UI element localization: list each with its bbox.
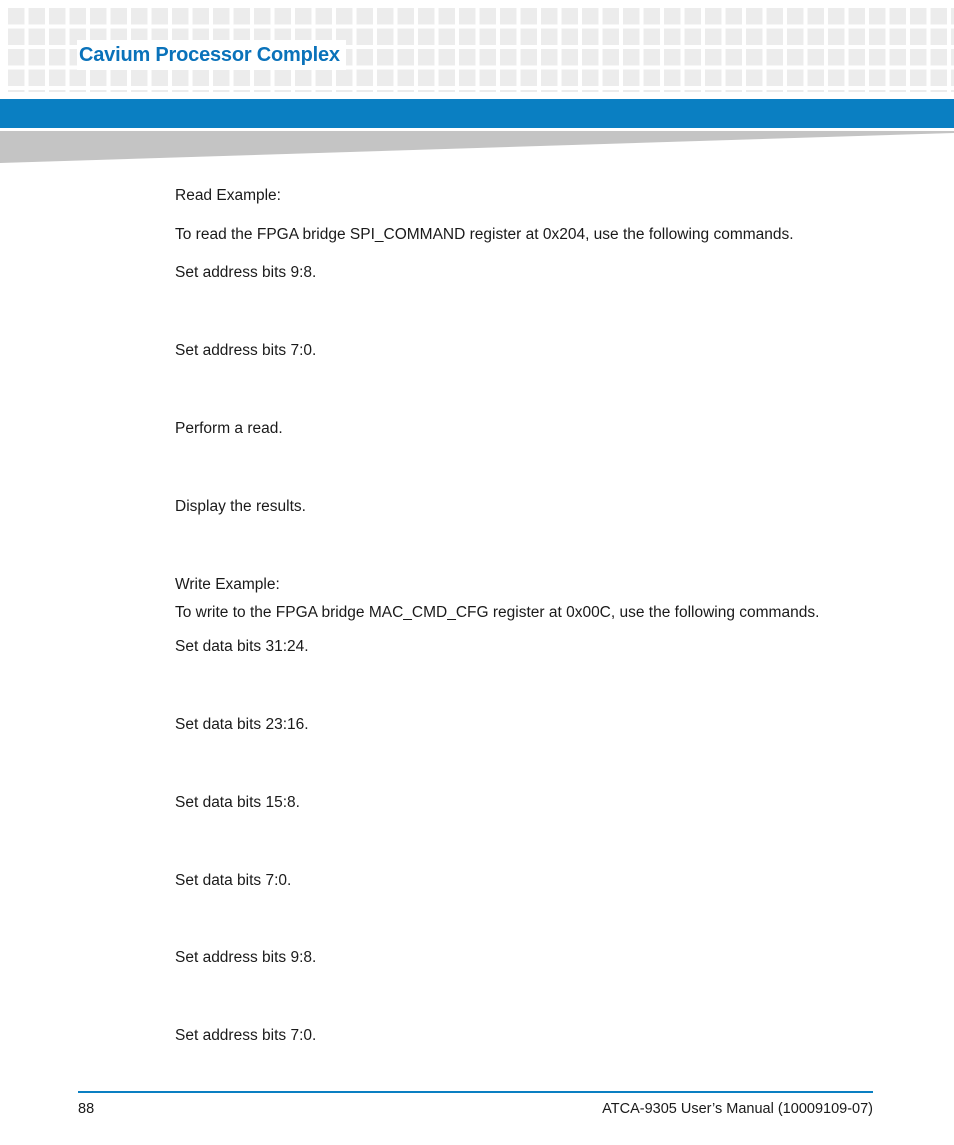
section-title: Cavium Processor Complex bbox=[77, 40, 346, 70]
read-step-perform-read: Perform a read. bbox=[175, 420, 283, 437]
header-gray-wedge bbox=[0, 131, 954, 163]
write-example-intro: To write to the FPGA bridge MAC_CMD_CFG register at 0x00C, use the following commands. bbox=[175, 604, 820, 621]
write-step-address-high: Set address bits 9:8. bbox=[175, 949, 317, 966]
write-example-heading: Write Example: bbox=[175, 576, 280, 593]
write-step-data-23-16: Set data bits 23:16. bbox=[175, 716, 309, 733]
write-step-data-31-24: Set data bits 31:24. bbox=[175, 638, 309, 655]
read-example-heading: Read Example: bbox=[175, 187, 281, 204]
write-step-address-low: Set address bits 7:0. bbox=[175, 1027, 317, 1044]
footer-rule bbox=[78, 1091, 873, 1093]
read-example-intro: To read the FPGA bridge SPI_COMMAND register at 0x204, use the following commands. bbox=[175, 226, 794, 243]
write-step-data-7-0: Set data bits 7:0. bbox=[175, 872, 292, 889]
read-step-address-high: Set address bits 9:8. bbox=[175, 264, 317, 281]
header-blue-bar bbox=[0, 99, 954, 128]
page-number: 88 bbox=[78, 1101, 95, 1117]
read-step-display-results: Display the results. bbox=[175, 498, 306, 515]
manual-title: ATCA-9305 User’s Manual (10009109-07) bbox=[602, 1101, 873, 1117]
read-step-address-low: Set address bits 7:0. bbox=[175, 342, 317, 359]
write-step-data-15-8: Set data bits 15:8. bbox=[175, 794, 300, 811]
